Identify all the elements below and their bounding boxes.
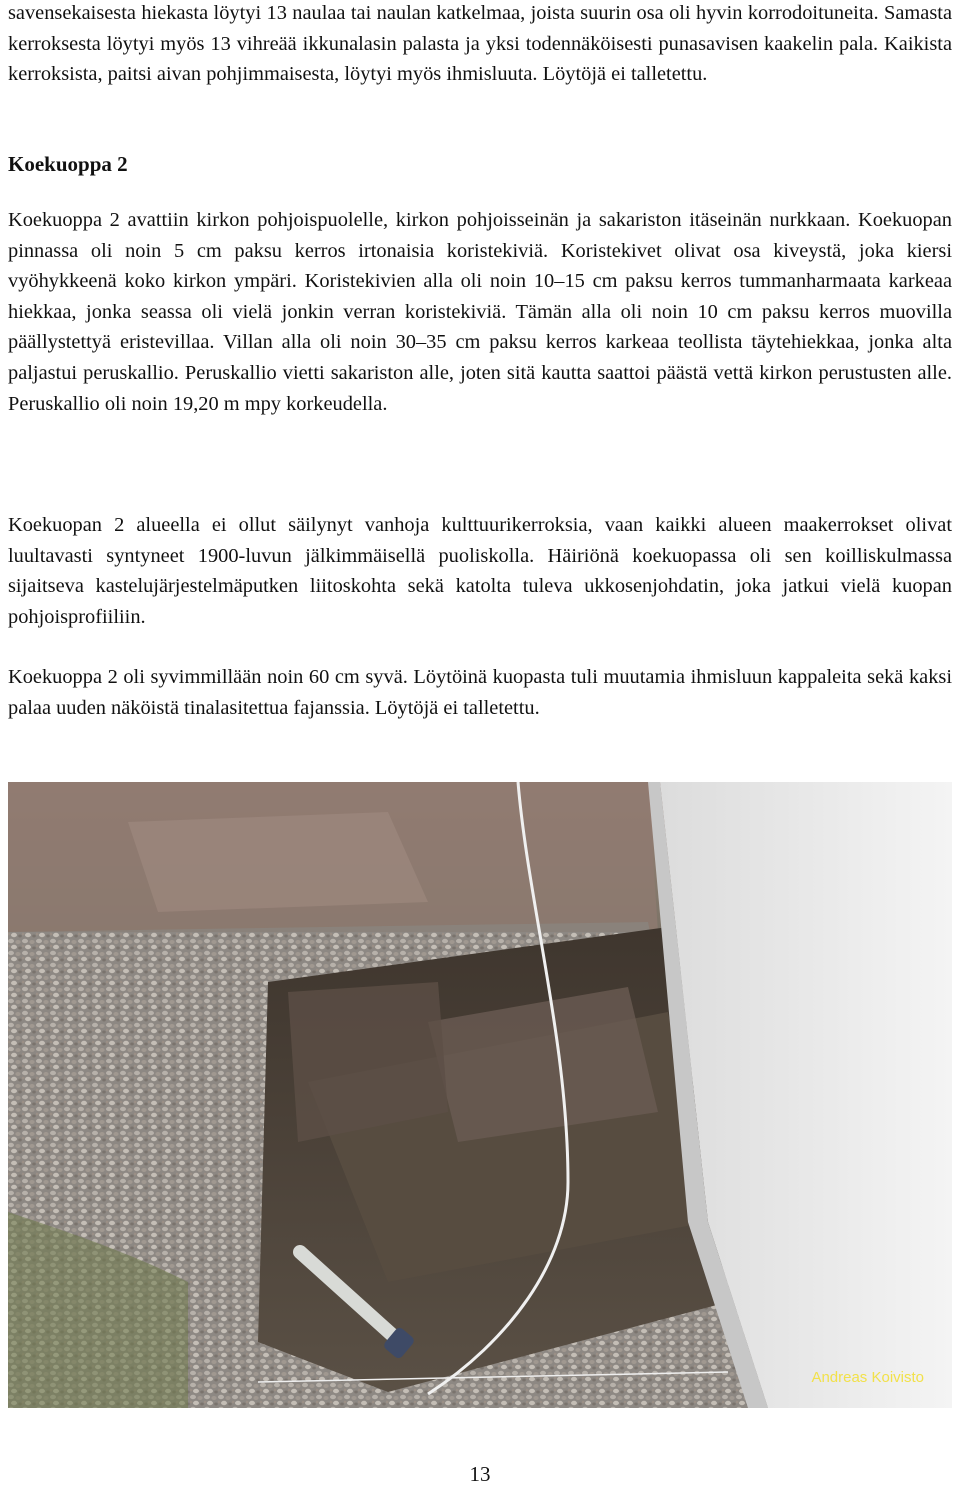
page-number: 13 [469,1462,491,1486]
section-heading: Koekuoppa 2 [8,152,128,176]
excavation-photo [8,782,952,1408]
paragraph-continued: savensekaisesta hiekasta löytyi 13 naulaa tai naulan katkelmaa, joista suurin osa oli hyvin korrodoituneita. Samasta kerroksesta löytyi myös 13 vihreää ikkunalasin palasta ja yksi todennäköisesti punasavisen kaakelin pala. Kaikista kerroksista, paitsi aivan pohjimmaisesta, löytyi myös ihmisluuta. Löytöjä ei talletettu. [8,2,952,86]
photo-credit: Andreas Koivisto [811,1369,924,1386]
paragraph-description: Koekuoppa 2 avattiin kirkon pohjoispuolelle, kirkon pohjoisseinän ja sakariston itäseinän nurkkaan. Koekuopan pinnassa oli noin 5 cm paksu kerros irtonaisia koristekiviä. Koristekivet olivat osa kiveystä, joka kiersi vyöhykkeenä koko kirkon ympäri. Koristekivien alla oli noin 10–15 cm paksu kerros tummanharmaata karkeaa hiekkaa, jonka seassa oli vielä jonkin verran koristekiviä. Tämän alla oli noin 10 cm paksu kerros muovilla päällystettyä eristevillaa. Villan alla oli noin 30–35 cm paksu kerros karkeaa teollista täytehiekkaa, jonka alta paljastui peruskallio. Peruskallio vietti sakariston alle, joten sitä kautta saattoi päästä vettä kirkon perustusten alle. Peruskallio oli noin 19,20 m mpy korkeudella. [8,209,952,415]
paragraph-finds: Koekuoppa 2 oli syvimmillään noin 60 cm syvä. Löytöinä kuopasta tuli muutamia ihmisluun kappaleita sekä kaksi palaa uuden näköistä tinalasitettua fajanssia. Löytöjä ei talletettu. [8,666,952,719]
excavation-photo-illustration [8,782,952,1408]
paragraph-disturbances: Koekuopan 2 alueella ei ollut säilynyt vanhoja kulttuurikerroksia, vaan kaikki alueen maakerrokset olivat luultavasti syntyneet 1900-luvun jälkimmäisellä puoliskolla. Häiriönä koekuopassa oli sen koilliskulmassa sijaitseva kastelujärjestelmäputken liitoskohta sekä katolta tuleva ukkosenjohdatin, joka jatkui vielä kuopan pohjoisprofiiliin. [8,514,952,628]
